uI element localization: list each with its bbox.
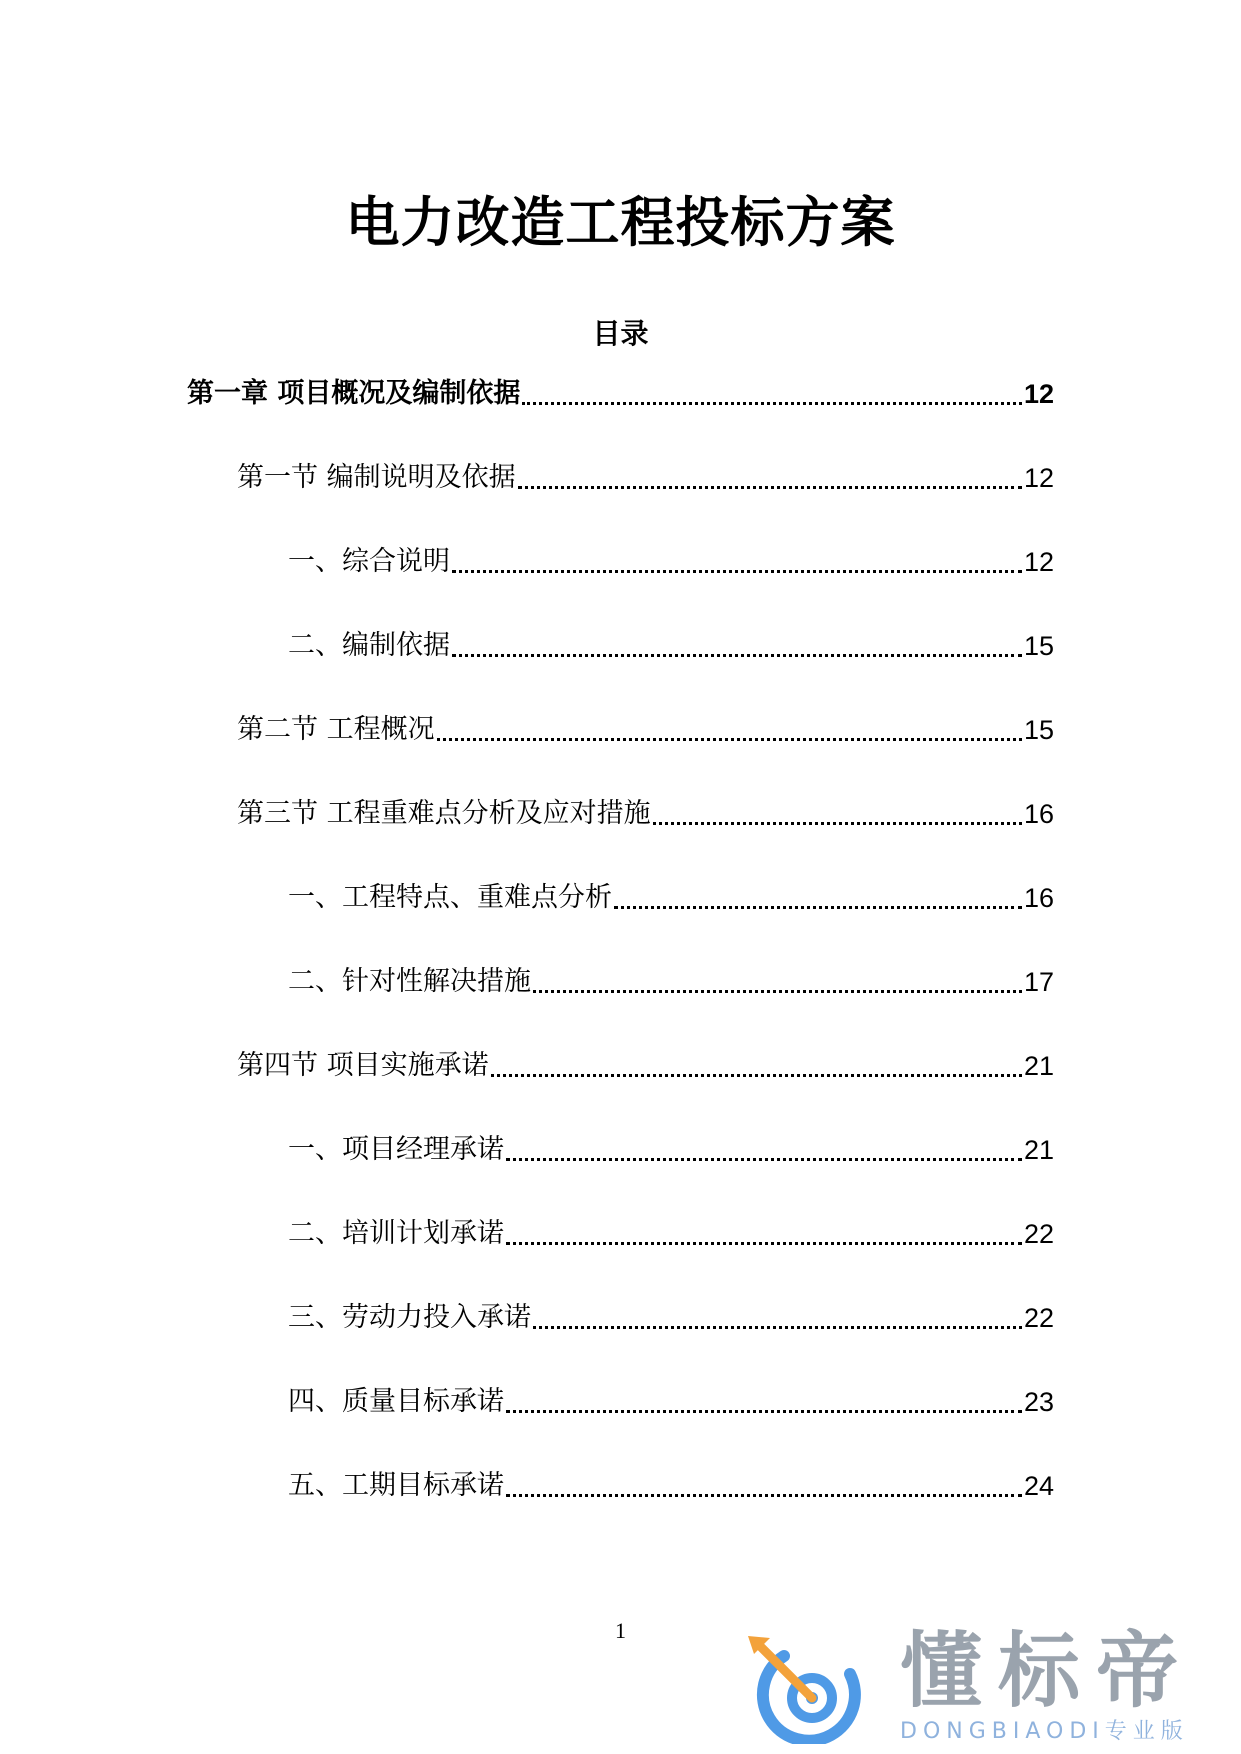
toc-entry-item[interactable] [288,626,1054,666]
toc-entry-section-1[interactable] [237,458,1054,498]
target-arrow-icon [740,1626,870,1744]
toc-dot-leader [533,1326,1022,1329]
toc-entry-label: 第三节 工程重难点分析及应对措施 [237,798,651,829]
toc-dot-leader [518,486,1022,489]
toc-entry-label: 一、综合说明 [288,546,450,577]
toc-entry-label: 四、质量目标承诺 [288,1386,504,1417]
toc-entry-item[interactable] [288,878,1054,918]
toc-dot-leader [522,402,1022,405]
toc-heading: 目录 [592,317,649,350]
toc-entry-item[interactable] [288,1382,1054,1422]
toc-entry-page: 23 [1023,1387,1054,1417]
toc-entry-label: 一、项目经理承诺 [288,1134,504,1165]
page-number: 1 [615,1618,626,1643]
toc-dot-leader [506,1494,1022,1497]
watermark [740,1626,1210,1744]
toc-entry-label: 第二节 工程概况 [237,714,435,745]
toc-dot-leader [491,1074,1022,1077]
toc-entry-item[interactable] [288,962,1054,1002]
watermark-brand: 懂标帝 [900,1624,1195,1719]
toc-entry-section-3[interactable] [237,794,1054,834]
toc-entry-page: 15 [1023,715,1054,745]
toc-entry-label: 第一章 项目概况及编制依据 [187,378,521,409]
toc-dot-leader [506,1242,1022,1245]
toc-dot-leader [452,570,1022,573]
toc-entry-page: 12 [1023,379,1054,409]
toc-entry-page: 21 [1023,1135,1054,1165]
toc-entry-label: 一、工程特点、重难点分析 [288,882,612,913]
toc-entry-page: 12 [1023,463,1054,493]
toc-entry-page: 22 [1023,1303,1054,1333]
toc-entry-label: 三、劳动力投入承诺 [288,1302,531,1333]
toc-entry-section-4[interactable] [237,1046,1054,1086]
toc-entry-page: 15 [1023,631,1054,661]
toc-dot-leader [533,990,1022,993]
toc-entry-label: 五、工期目标承诺 [288,1470,504,1501]
toc-entry-item[interactable] [288,542,1054,582]
toc-entry-section-2[interactable] [237,710,1054,750]
watermark-subtitle: DONGBIAODI专业版 [900,1719,1189,1744]
toc-dot-leader [506,1158,1022,1161]
toc-entry-item[interactable] [288,1214,1054,1254]
toc-entry-item[interactable] [288,1466,1054,1506]
toc-entry-label: 二、针对性解决措施 [288,966,531,997]
toc-dot-leader [614,906,1022,909]
toc-entry-label: 二、培训计划承诺 [288,1218,504,1249]
toc-entry-page: 17 [1023,967,1054,997]
toc-dot-leader [653,822,1022,825]
toc-entry-page: 16 [1023,883,1054,913]
toc-entry-page: 22 [1023,1219,1054,1249]
document-title: 电力改造工程投标方案 [345,191,896,254]
toc-entry-label: 二、编制依据 [288,630,450,661]
toc-entry-label: 第四节 项目实施承诺 [237,1050,489,1081]
toc-entry-page: 21 [1023,1051,1054,1081]
toc-dot-leader [506,1410,1022,1413]
toc-entry-chapter-1[interactable] [187,374,1054,414]
toc-entry-page: 12 [1023,547,1054,577]
toc-entry-page: 16 [1023,799,1054,829]
toc-dot-leader [452,654,1022,657]
toc-dot-leader [437,738,1022,741]
toc-entry-label: 第一节 编制说明及依据 [237,462,516,493]
toc-entry-item[interactable] [288,1130,1054,1170]
toc-entry-item[interactable] [288,1298,1054,1338]
toc-entry-page: 24 [1023,1471,1054,1501]
